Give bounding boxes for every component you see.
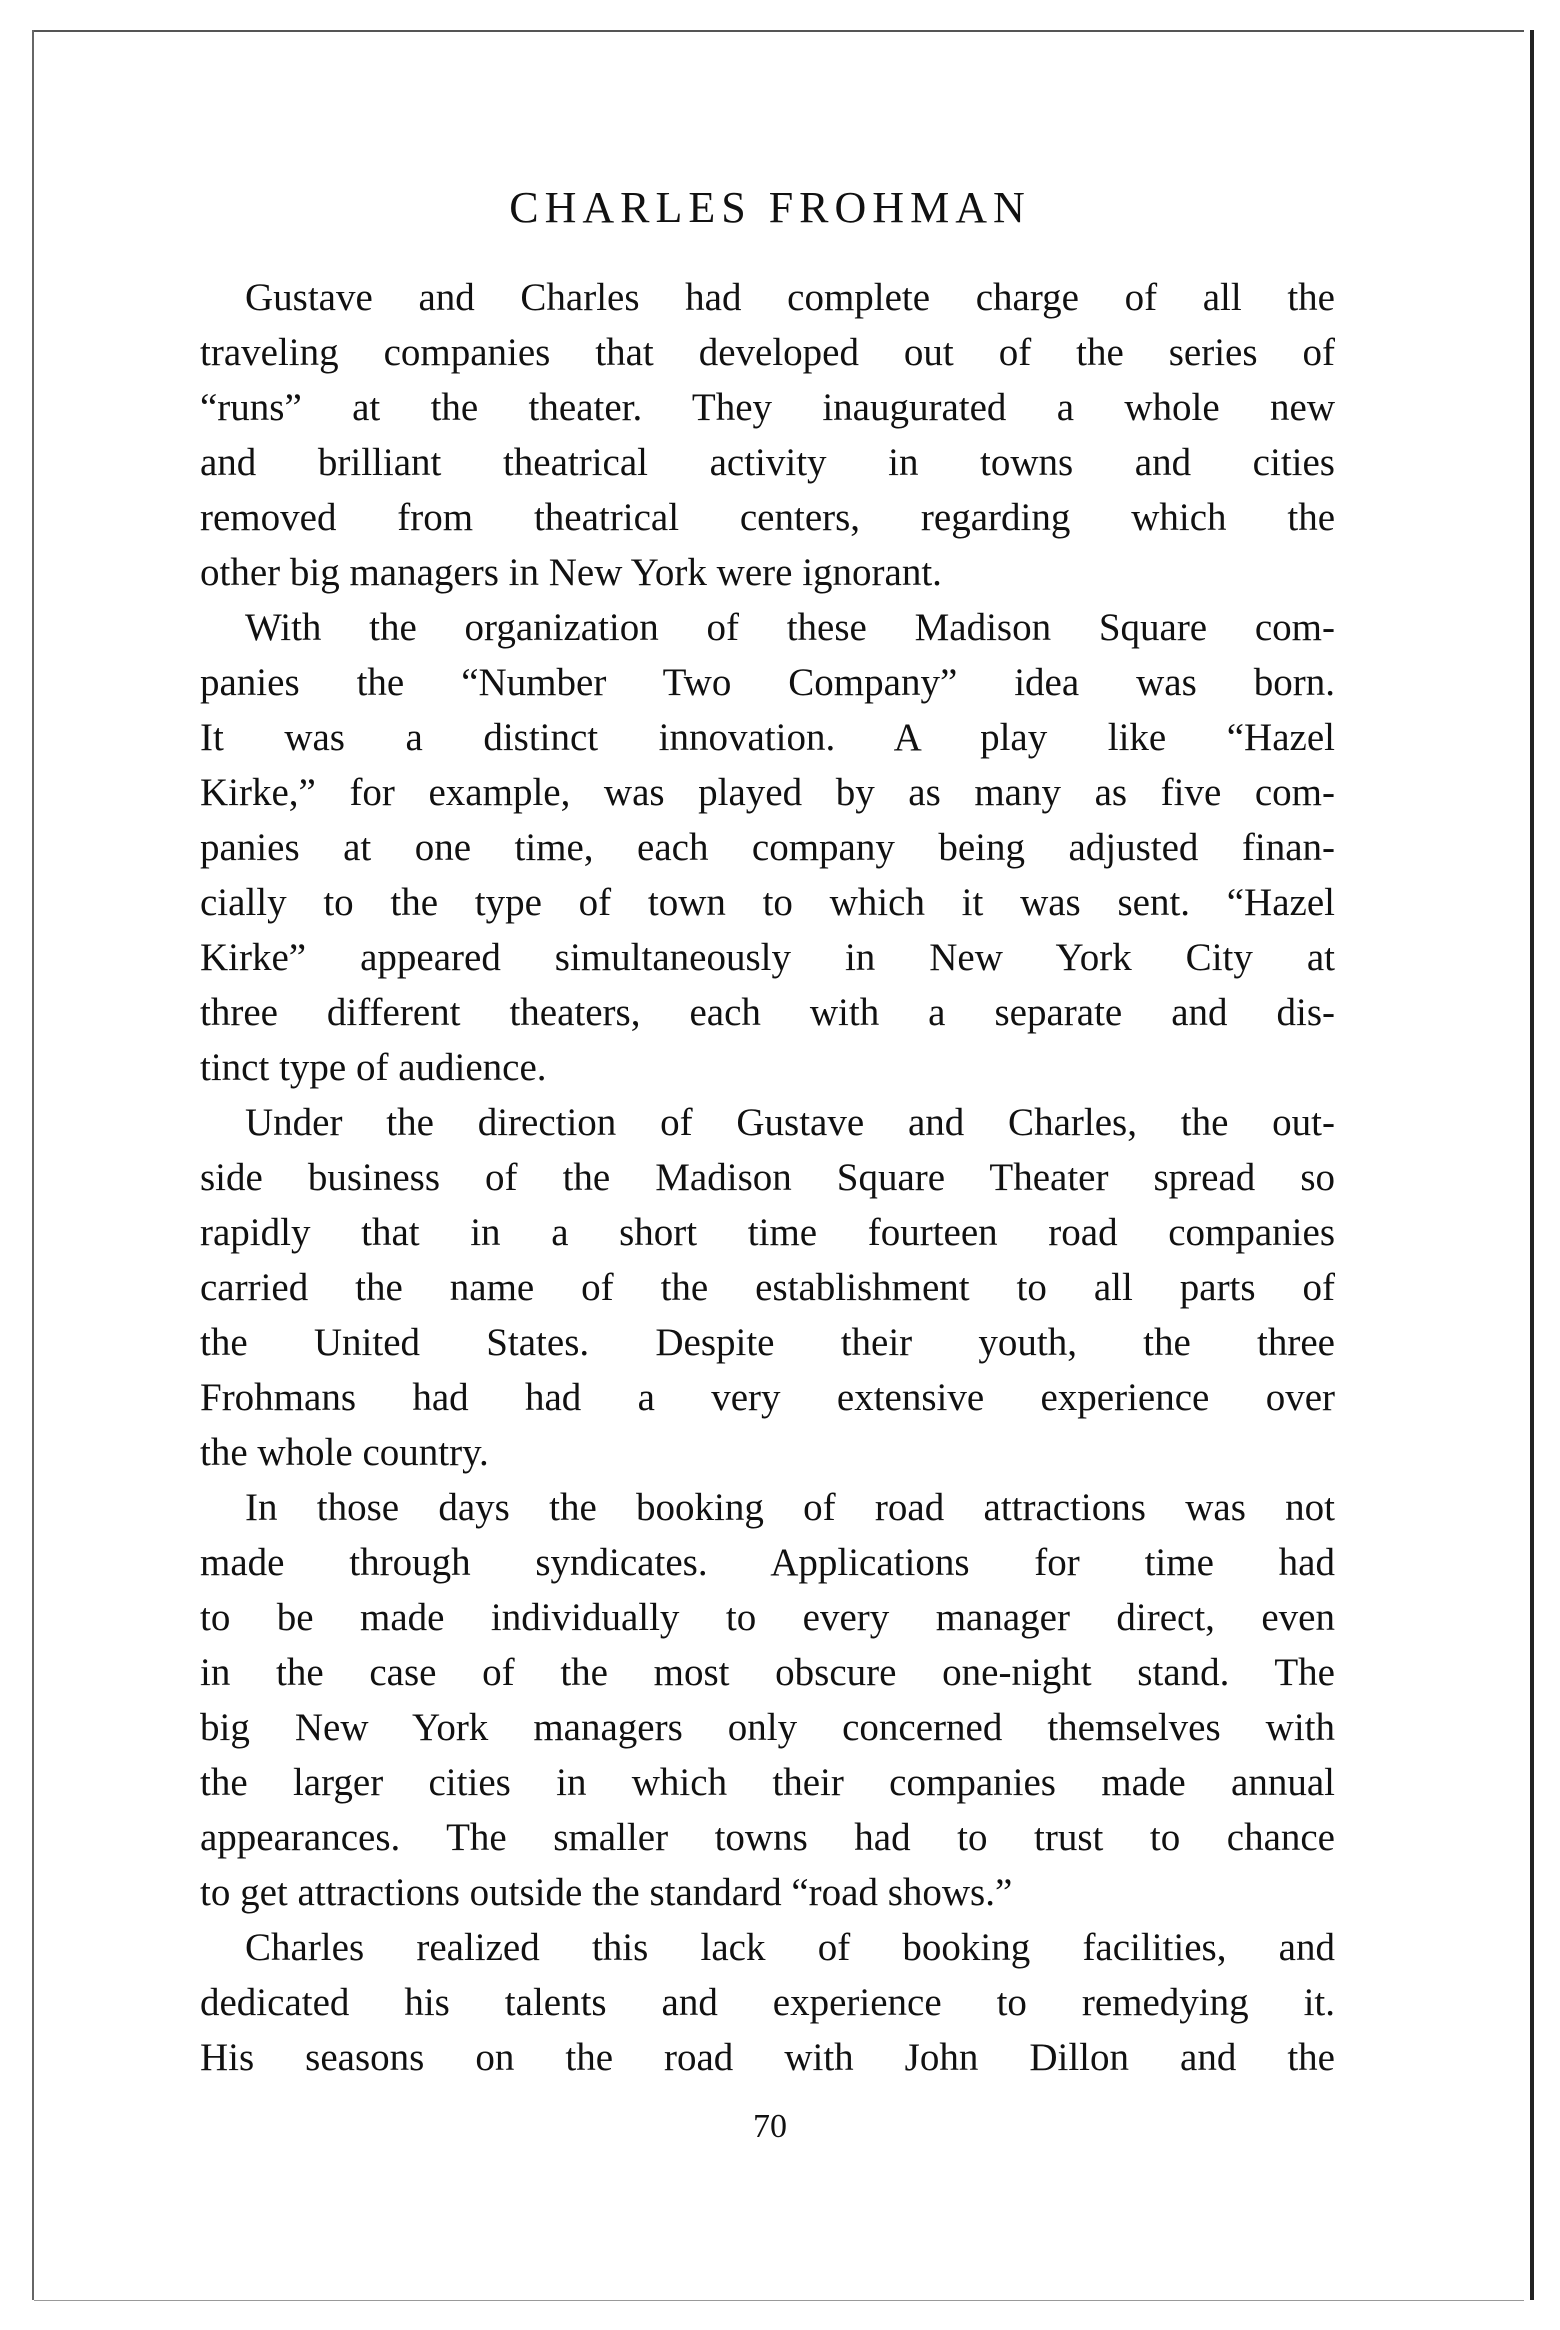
page-body [200, 270, 1335, 2085]
page-number: 70 [753, 2108, 787, 2145]
text-line: Under the direction of Gustave and Charles, the out- [245, 1101, 1335, 1144]
text-line: dedicated his talents and experience to remedying it. [200, 1981, 1335, 2024]
text-line: made through syndicates. Applications for time had [200, 1541, 1335, 1584]
scan-edge-bottom [34, 2300, 1524, 2301]
text-line: to be made individually to every manager direct, even [200, 1596, 1335, 1639]
text-line: carried the name of the establishment to all parts of [200, 1266, 1335, 1309]
text-line: rapidly that in a short time fourteen road companies [200, 1211, 1335, 1254]
text-line: Frohmans had had a very extensive experience over [200, 1376, 1335, 1419]
text-line: panies the “Number Two Company” idea was born. [200, 661, 1335, 704]
running-head-title: CHARLES FROHMAN [509, 183, 1031, 232]
paragraph [200, 600, 1335, 1095]
text-line: big New York managers only concerned themselves with [200, 1706, 1335, 1749]
paragraph [200, 270, 1335, 600]
text-line: Kirke,” for example, was played by as many as five com- [200, 771, 1335, 814]
text-line: in the case of the most obscure one-night stand. The [200, 1651, 1335, 1694]
text-line: and brilliant theatrical activity in towns and cities [200, 441, 1335, 484]
text-line: “runs” at the theater. They inaugurated a whole new [200, 386, 1335, 429]
text-line: the United States. Despite their youth, the three [200, 1321, 1335, 1364]
text-line: panies at one time, each company being adjusted finan- [200, 826, 1335, 869]
text-line: to get attractions outside the standard “road shows.” [200, 1871, 1013, 1914]
text-line: removed from theatrical centers, regarding which the [200, 496, 1335, 539]
text-line: cially to the type of town to which it was sent. “Hazel [200, 881, 1335, 924]
text-line: the whole country. [200, 1431, 489, 1474]
text-line: traveling companies that developed out of the series of [200, 331, 1335, 374]
text-line: appearances. The smaller towns had to trust to chance [200, 1816, 1335, 1859]
text-line: Charles realized this lack of booking facilities, and [245, 1926, 1335, 1969]
text-line: Gustave and Charles had complete charge of all the [245, 276, 1335, 319]
text-line: With the organization of these Madison Square com- [245, 606, 1335, 649]
text-line: His seasons on the road with John Dillon and the [200, 2036, 1335, 2079]
text-line: tinct type of audience. [200, 1046, 547, 1089]
paragraph [200, 1480, 1335, 1920]
paragraph [200, 1095, 1335, 1480]
text-line: It was a distinct innovation. A play like “Hazel [200, 716, 1335, 759]
text-line: the larger cities in which their companies made annual [200, 1761, 1335, 1804]
paragraph [200, 1920, 1335, 2085]
text-line: Kirke” appeared simultaneously in New York City at [200, 936, 1335, 979]
text-line: In those days the booking of road attractions was not [245, 1486, 1335, 1529]
text-line: side business of the Madison Square Theater spread so [200, 1156, 1335, 1199]
text-line: other big managers in New York were ignorant. [200, 551, 942, 594]
text-line: three different theaters, each with a separate and dis- [200, 991, 1335, 1034]
